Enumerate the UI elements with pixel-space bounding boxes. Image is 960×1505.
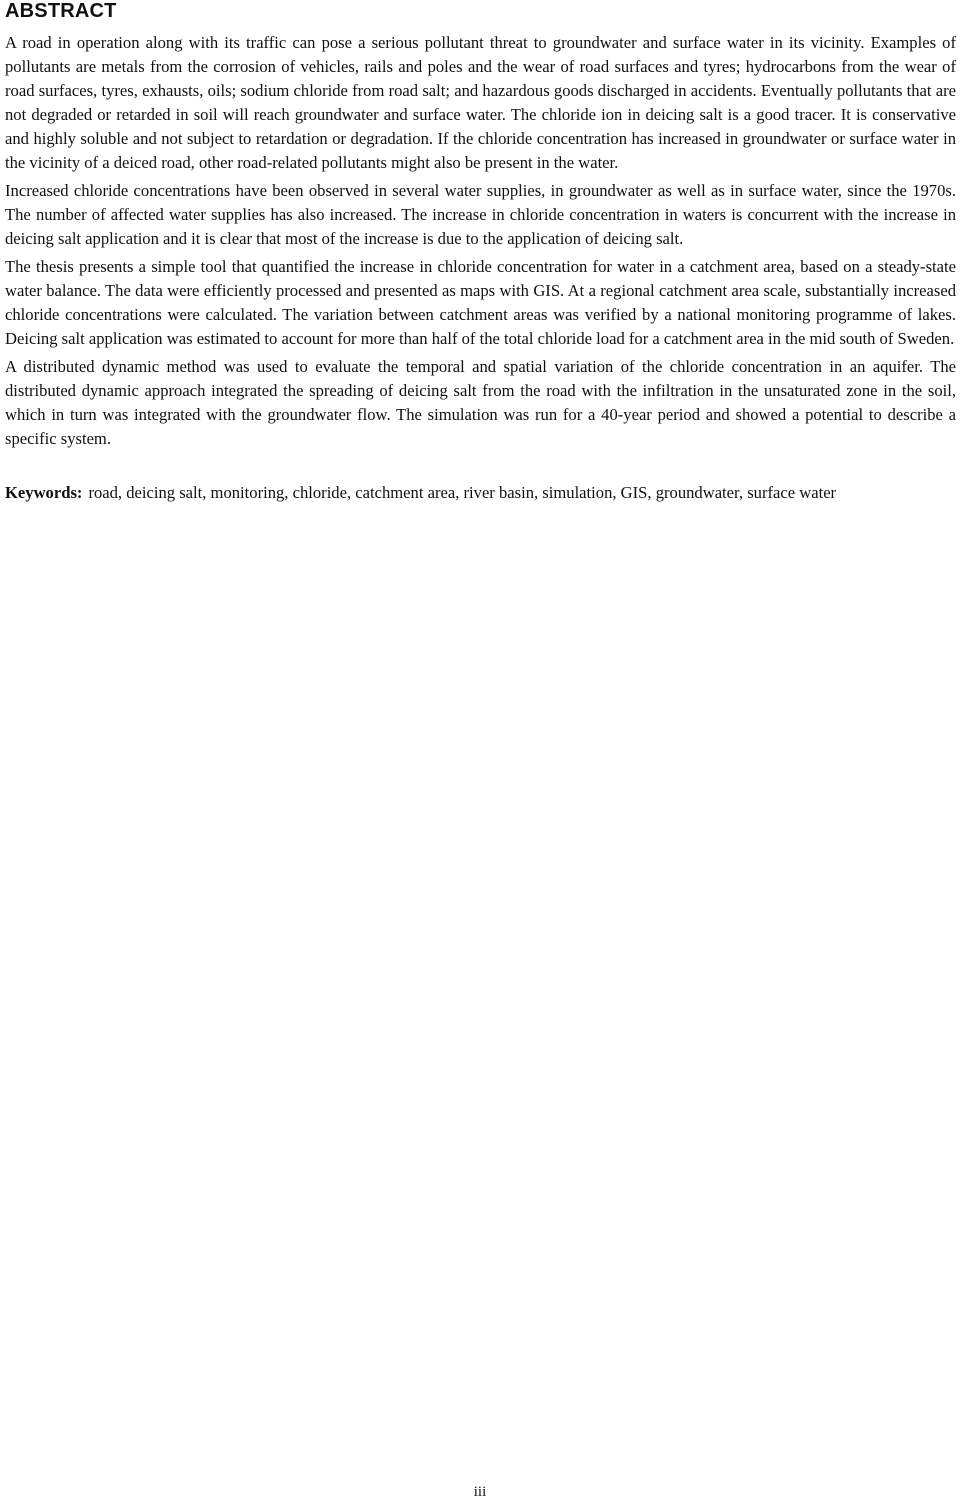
abstract-paragraph-3: The thesis presents a simple tool that quantified the increase in chloride concentration for water in a catchment area, based on a steady-state water balance. The data were efficiently processed and presented as maps with GIS. At a regional catchment area scale, substantially increased chloride concentrations were calculated. The variation between catchment areas was verified by a national monitoring programme of lakes. Deicing salt application was estimated to account for more than half of the total chloride load for a catchment area in the mid south of Sweden. — [5, 257, 956, 348]
document-page — [5, 0, 956, 505]
abstract-paragraph-1: A road in operation along with its traffic can pose a serious pollutant threat to groundwater and surface water in its vicinity. Examples of pollutants are metals from the corrosion of vehicles, rails and poles and the wear of road surfaces and tyres; hydrocarbons from the wear of road surfaces, tyres, exhausts, oils; sodium chloride from road salt; and hazardous goods discharged in accidents. Eventually pollutants that are not degraded or retarded in soil will reach groundwater and surface water. The chloride ion in deicing salt is a good tracer. It is conservative and highly soluble and not subject to retardation or degradation. If the chloride concentration has increased in groundwater or surface water in the vicinity of a deiced road, other road-related pollutants might also be present in the water. — [5, 33, 956, 172]
abstract-paragraph-2: Increased chloride concentrations have been observed in several water supplies, in groundwater as well as in surface water, since the 1970s. The number of affected water supplies has also increased. The increase in chloride concentration in waters is concurrent with the increase in deicing salt application and it is clear that most of the increase is due to the application of deicing salt. — [5, 181, 956, 248]
keywords-label: Keywords: — [5, 483, 83, 502]
keywords-text: road, deicing salt, monitoring, chloride, catchment area, river basin, simulation, GIS, groundwater, surface water — [88, 483, 837, 502]
abstract-heading: ABSTRACT — [5, 0, 117, 22]
abstract-paragraph-4: A distributed dynamic method was used to evaluate the temporal and spatial variation of the chloride concentration in an aquifer. The distributed dynamic approach integrated the spreading of deicing salt from the road with the infiltration in the unsaturated zone in the soil, which in turn was integrated with the groundwater flow. The simulation was run for a 40-year period and showed a potential to describe a specific system. — [5, 357, 956, 448]
page-number: iii — [473, 1484, 487, 1500]
keywords-block — [5, 481, 956, 505]
